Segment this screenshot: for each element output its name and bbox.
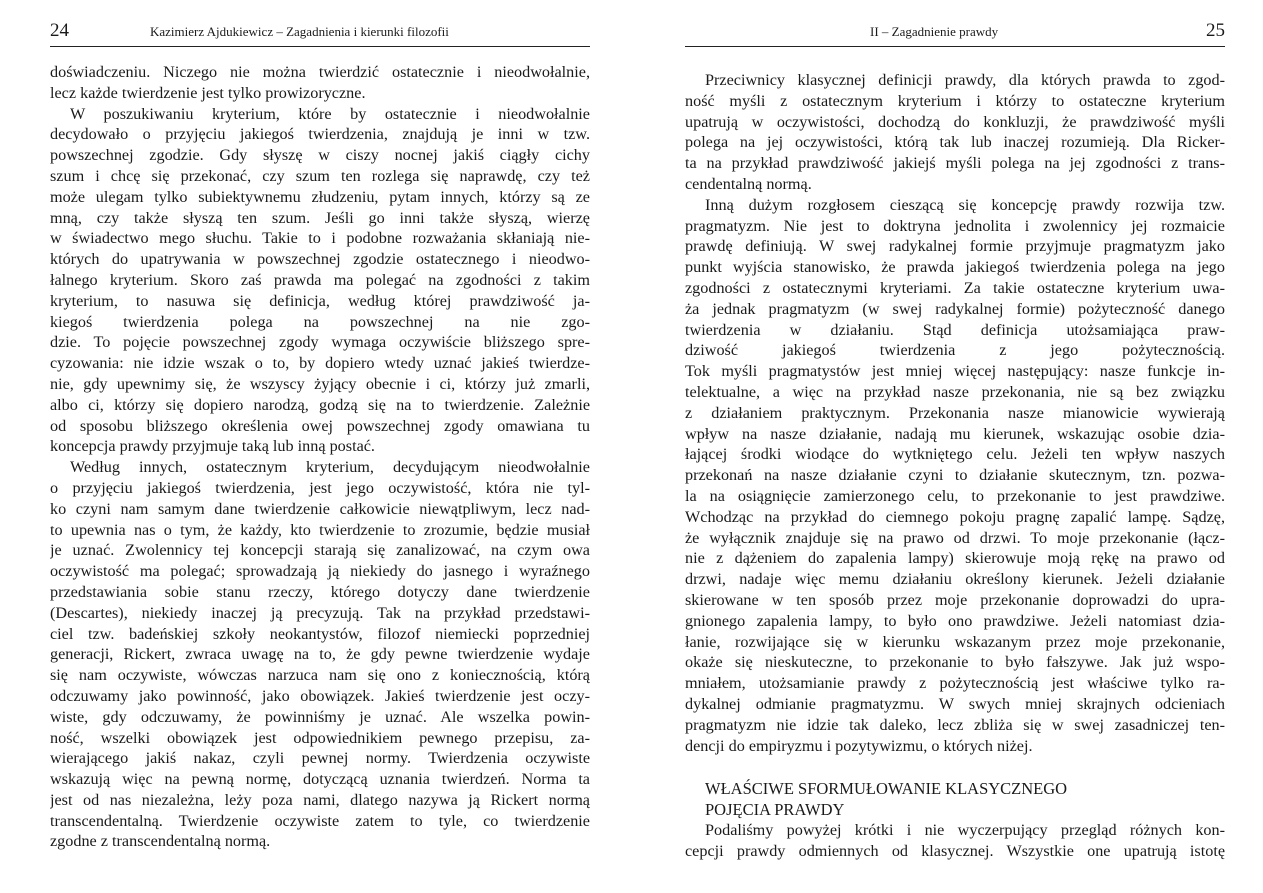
text-line: (Descartes), niekiedy inaczej ją precyzują. Tak na przykład przedstawi- [50,603,590,622]
text-line: Inną dużym rozgłosem cieszącą się koncepcję prawdy rozwija tzw. [705,195,1225,214]
text-line: skierowane w ten sposób przez moje przekonanie doprowadzi do upra- [685,590,1225,609]
text-line: że wyłącznik znajduje się na prawo od drzwi. To moje przekonanie (łącz- [685,528,1225,547]
text-line: zgodności z ostatecznymi kryteriami. Za takie ostateczne kryterium uwa- [685,278,1225,297]
text-line: kryterium, to nasuwa się definicja, według której prawdziwość ja- [50,291,590,310]
text-line: ciel tzw. badeńskiej szkoły neokantystów, filozof niemiecki poprzedniej [50,624,590,643]
text-line: lecz każde twierdzenie jest tylko prowizoryczne. [50,83,366,102]
text-line: powszechnej zgodzie. Gdy słyszę w ciszy nocnej jakiś ciągły cichy [50,146,590,165]
text-line: odczuwamy jako powinność, jako obowiązek. Jakieś twierdzenie jest oczy- [50,686,590,705]
text-line: okaże się nieskuteczne, to przekonanie to było fałszywe. Jak już wspo- [685,653,1225,672]
text-line: ża jednak pragmatyzm (w swej radykalnej formie) pożyteczność danego [685,299,1225,318]
text-line: cendentalną normą. [685,174,812,193]
text-line: łanie, rozwijające się w kierunku wskazanym przez moje przekonanie, [685,632,1225,651]
text-line: W poszukiwaniu kryterium, które by ostatecznie i nieodwołalnie [70,104,590,123]
text-line: ko czyni nam samym dane twierdzenie całkowicie niewątpliwym, lecz nad- [50,499,590,518]
text-line: dziwość jakiegoś twierdzenia z jego pożytecznością. [685,341,1225,360]
running-header: Kazimierz Ajdukiewicz – Zagadnienia i kierunki filozofii [150,24,449,39]
text-line: upatrują w oczywistości, dochodzą do konkluzji, że prawdziwość myśli [685,112,1225,131]
left-page [50,0,590,893]
text-line: oczywistość ma polegać; sprowadzają ją niekiedy do jasnego i wyraźnego [50,562,590,581]
left-page-header [50,18,590,47]
text-line: cepcji prawdy odmiennych od klasycznej. Wszystkie one upatrują istotę [685,842,1225,861]
page-number: 25 [1206,20,1225,41]
text-line: dzie. To pojęcie powszechnej zgody wymaga oczywiście bliższego spre- [50,333,590,352]
text-line: transcendentalną. Twierdzenie oczywiste zatem to tyle, co twierdzenie [50,811,590,830]
text-line: przedstawiania sobie stanu rzeczy, którego dotyczy dane twierdzenie [50,582,590,601]
text-line: zgodne z transcendentalną normą. [50,832,271,851]
section-heading: WŁAŚCIWE SFORMUŁOWANIE KLASYCZNEGO [705,779,1068,799]
right-page-header [685,18,1225,47]
text-line: których do upatrywania w powszechnej zgodzie ostatecznego i nieodwo- [50,250,590,269]
text-line: doświadczeniu. Niczego nie można twierdzić ostatecznie i nieodwołalnie, [50,63,590,81]
text-line: łającej środki wiodące do wytkniętego celu. Jeżeli ten wpływ naszych [685,445,1225,464]
left-page-body [50,62,590,852]
text-line: się nam oczywiste, wówczas narzuca nam się ono z koniecznością, którą [50,666,590,685]
text-line: kiegoś twierdzenia polega na powszechnej na nie zgo- [50,312,590,331]
right-page-body [685,70,1225,862]
text-line: dencji do empiryzmu i pozytywizmu, o których niżej. [685,736,1033,755]
text-line: ta na przykład prawdziwość jakiejś myśli polega na jej zgodności z trans- [685,154,1225,173]
section-gap [685,756,1225,778]
text-line: koncepcja prawdy przyjmuje taką lub inną postać. [50,437,375,456]
right-page [685,0,1225,893]
text-line: pragmatyzm. Nie jest to doktryna jednolita i zwolennicy jej rozmaicie [685,216,1225,235]
text-line: ność myśli z ostatecznym kryterium i którzy to ostateczne kryterium [685,91,1225,110]
text-line: nie, gdy upewnimy się, że wszyscy żyjący obecnie i ci, którzy już zmarli, [50,374,590,393]
text-line: o przyjęciu jakiegoś twierdzenia, jest jego oczywistość, która nie tyl- [50,478,590,497]
text-line: albo ci, którzy się dopiero narodzą, godzą się na to twierdzenie. Zależnie [50,395,590,414]
text-line: mniałem, utożsamianie prawdy z pożytecznością jest właściwe tylko ra- [685,674,1225,693]
text-line: Podaliśmy powyżej krótki i nie wyczerpujący przegląd różnych kon- [705,821,1225,840]
text-line: dykalnej odmianie pragmatyzmu. W swych mniej skrajnych odcieniach [685,694,1225,713]
text-line: ność, wszelki obowiązek jest odpowiednikiem pewnego przepisu, za- [50,728,590,747]
text-line: Tok myśli pragmatystów jest mniej więcej następujący: nasze funkcje in- [685,362,1225,381]
text-line: nie z dążeniem do zapalenia lampy) skierowuje moją rękę na prawo od [685,549,1225,568]
text-line: Wchodząc na przykład do ciemnego pokoju pragnę zapalić lampę. Sądzę, [685,507,1225,526]
text-line: łalnego kryterium. Skoro zaś prawda ma polegać na zgodności z takim [50,270,590,289]
text-line: Według innych, ostatecznym kryterium, decydującym nieodwołalnie [70,458,590,477]
text-line: polega na jej oczywistości, którą tak lub inaczej rozumieją. Dla Ricker- [685,133,1225,152]
section-heading: POJĘCIA PRAWDY [705,800,845,820]
text-line: szum i chcę się przekonać, czy szum ten rozlega się naprawdę, czy też [50,166,590,185]
text-line: telektualne, a więc na przykład nasze przekonania, nie są bez związku [685,382,1225,401]
text-line: twierdzenia w działaniu. Stąd definicja utożsamiająca praw- [685,320,1225,339]
text-line: wierającego jakiś nakaz, czyli pewnej normy. Twierdzenia oczywiste [50,749,590,768]
text-line: to upewnia nas o tym, że każdy, kto twierdzenie to zrozumie, będzie musiał [50,520,590,539]
text-line: wpływ na nasze działanie, nadają mu kierunek, wskazując osobie dzia- [685,424,1225,443]
text-line: prawdę definiują. W swej radykalnej formie przyjmuje pragmatyzm jako [685,237,1225,256]
page-number: 24 [50,20,69,41]
running-header: II – Zagadnienie prawdy [870,24,999,39]
text-line: w świadectwo mego słuchu. Takie to i podobne rozważania skłaniają nie- [50,229,590,248]
text-line: mną, czy także słyszą ten szum. Jeśli go inni także słyszą, wierzę [50,208,590,227]
text-line: la na osiągnięcie zamierzonego celu, to przekonanie to jest prawdziwe. [685,486,1225,505]
text-line: jest od nas niezależna, leży poza nami, dlatego nazywa ją Rickert normą [50,790,590,809]
text-line: cyzowania: nie idzie wszak o to, by dopiero wtedy uznać jakieś twierdze- [50,354,590,373]
text-line: wskazują więc na pewną normę, dotyczącą uznania twierdzeń. Norma ta [50,770,590,789]
text-line: decydowało o przyjęciu jakiegoś twierdzenia, znajdują je inni w tzw. [50,125,590,144]
text-line: wiste, gdy odczuwamy, że powinniśmy je uznać. Ale wszelka powin- [50,707,590,726]
text-line: Przeciwnicy klasycznej definicji prawdy, dla których prawda to zgod- [705,71,1225,89]
text-line: je uznać. Zwolennicy tej koncepcji starają się zanalizować, na czym owa [50,541,590,560]
text-line: z działaniem praktycznym. Przekonania nasze mianowicie wywierają [685,403,1225,422]
text-line: od sposobu bliższego określenia owej powszechnej zgody omawiana tu [50,416,590,435]
text-line: przekonań na nasze działanie czyni to działanie skutecznym, tzn. pozwa- [685,466,1225,485]
text-line: generacji, Rickert, zwraca uwagę na to, że gdy pewne twierdzenie wydaje [50,645,590,664]
text-line: może ulegam tylko subiektywnemu złudzeniu, pytam innych, którzy są ze [50,187,590,206]
text-line: pragmatyzm nie idzie tak daleko, lecz zbliża się w swej zasadniczej ten- [685,715,1225,734]
text-line: gnionego zapalenia lampy, to było ono prawdziwe. Jeżeli natomiast dzia- [685,611,1225,630]
text-line: drzwi, nadaje więc memu działaniu określony kierunek. Jeżeli działanie [685,570,1225,589]
text-line: punkt wyjścia stanowisko, że prawda jakiegoś twierdzenia polega na jego [685,258,1225,277]
